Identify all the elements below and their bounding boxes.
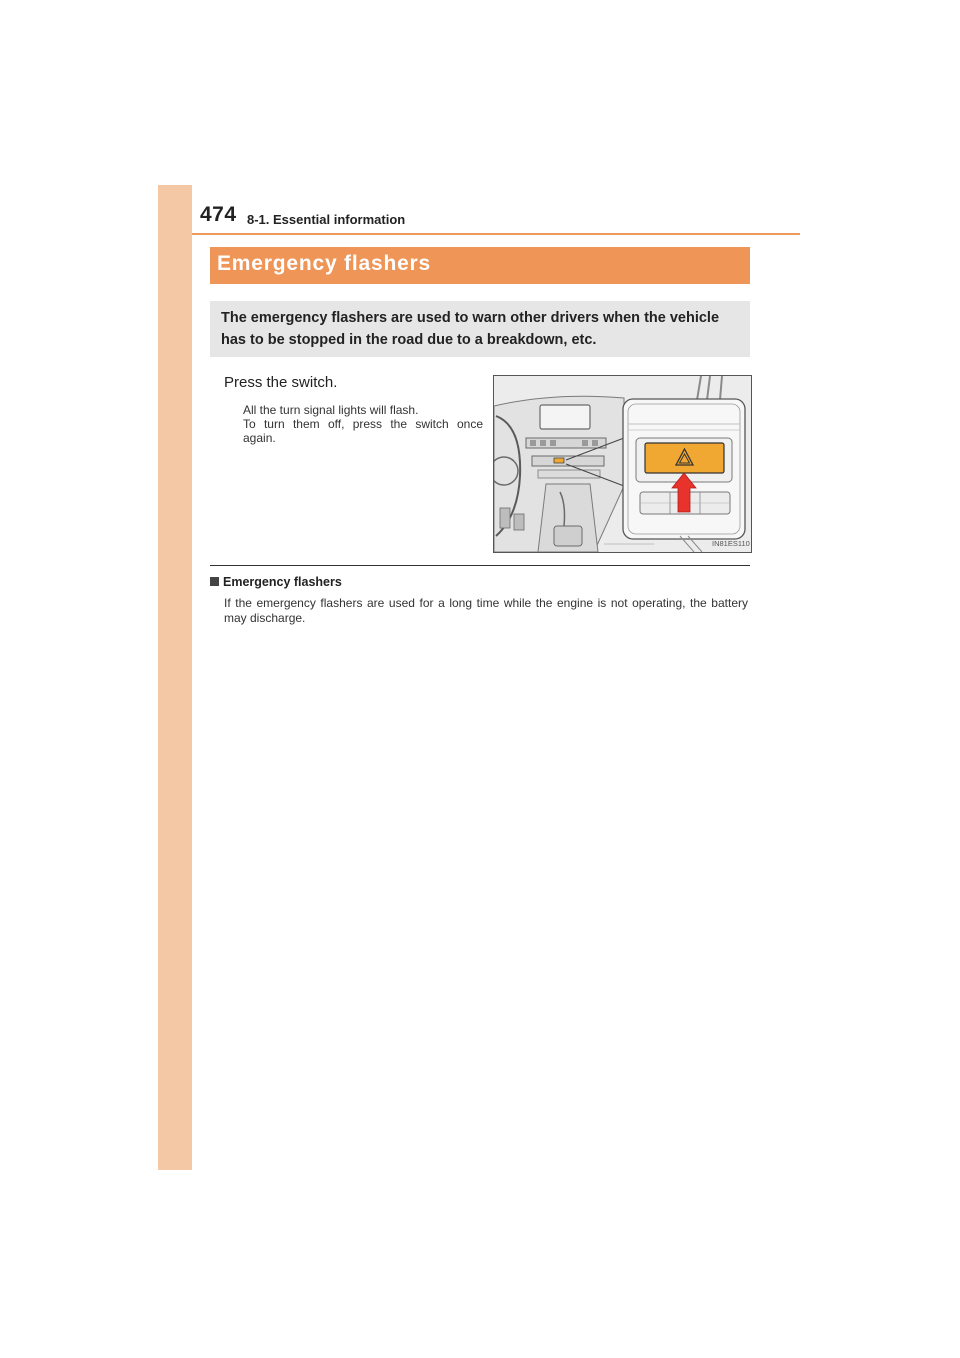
- step-instruction: Press the switch.: [224, 374, 338, 391]
- info-heading: [210, 575, 342, 589]
- figure-code: IN81ES110: [712, 539, 750, 548]
- page-number: 474: [200, 203, 237, 226]
- header-rule: [192, 233, 800, 235]
- section-divider: [210, 565, 750, 566]
- section-title: 8-1. Essential information: [247, 212, 406, 227]
- info-text: If the emergency flashers are used for a long time while the engine is not operating, the battery may discharge.: [224, 596, 748, 625]
- note-line: To turn them off, press the switch once again.: [243, 417, 483, 445]
- info-heading-label: Emergency flashers: [223, 575, 342, 589]
- page-title: Emergency flashers: [217, 252, 432, 275]
- intro-box: [210, 301, 750, 357]
- hazard-switch-illustration: [493, 375, 752, 553]
- square-bullet-icon: [210, 577, 219, 586]
- step-notes: [243, 403, 483, 445]
- title-banner: [210, 247, 750, 284]
- intro-text: The emergency flashers are used to warn other drivers when the vehicle has to be stopped in the road due to a breakdown, etc.: [221, 310, 720, 348]
- note-line: All the turn signal lights will flash.: [243, 403, 419, 417]
- chapter-side-bar: [158, 185, 192, 1170]
